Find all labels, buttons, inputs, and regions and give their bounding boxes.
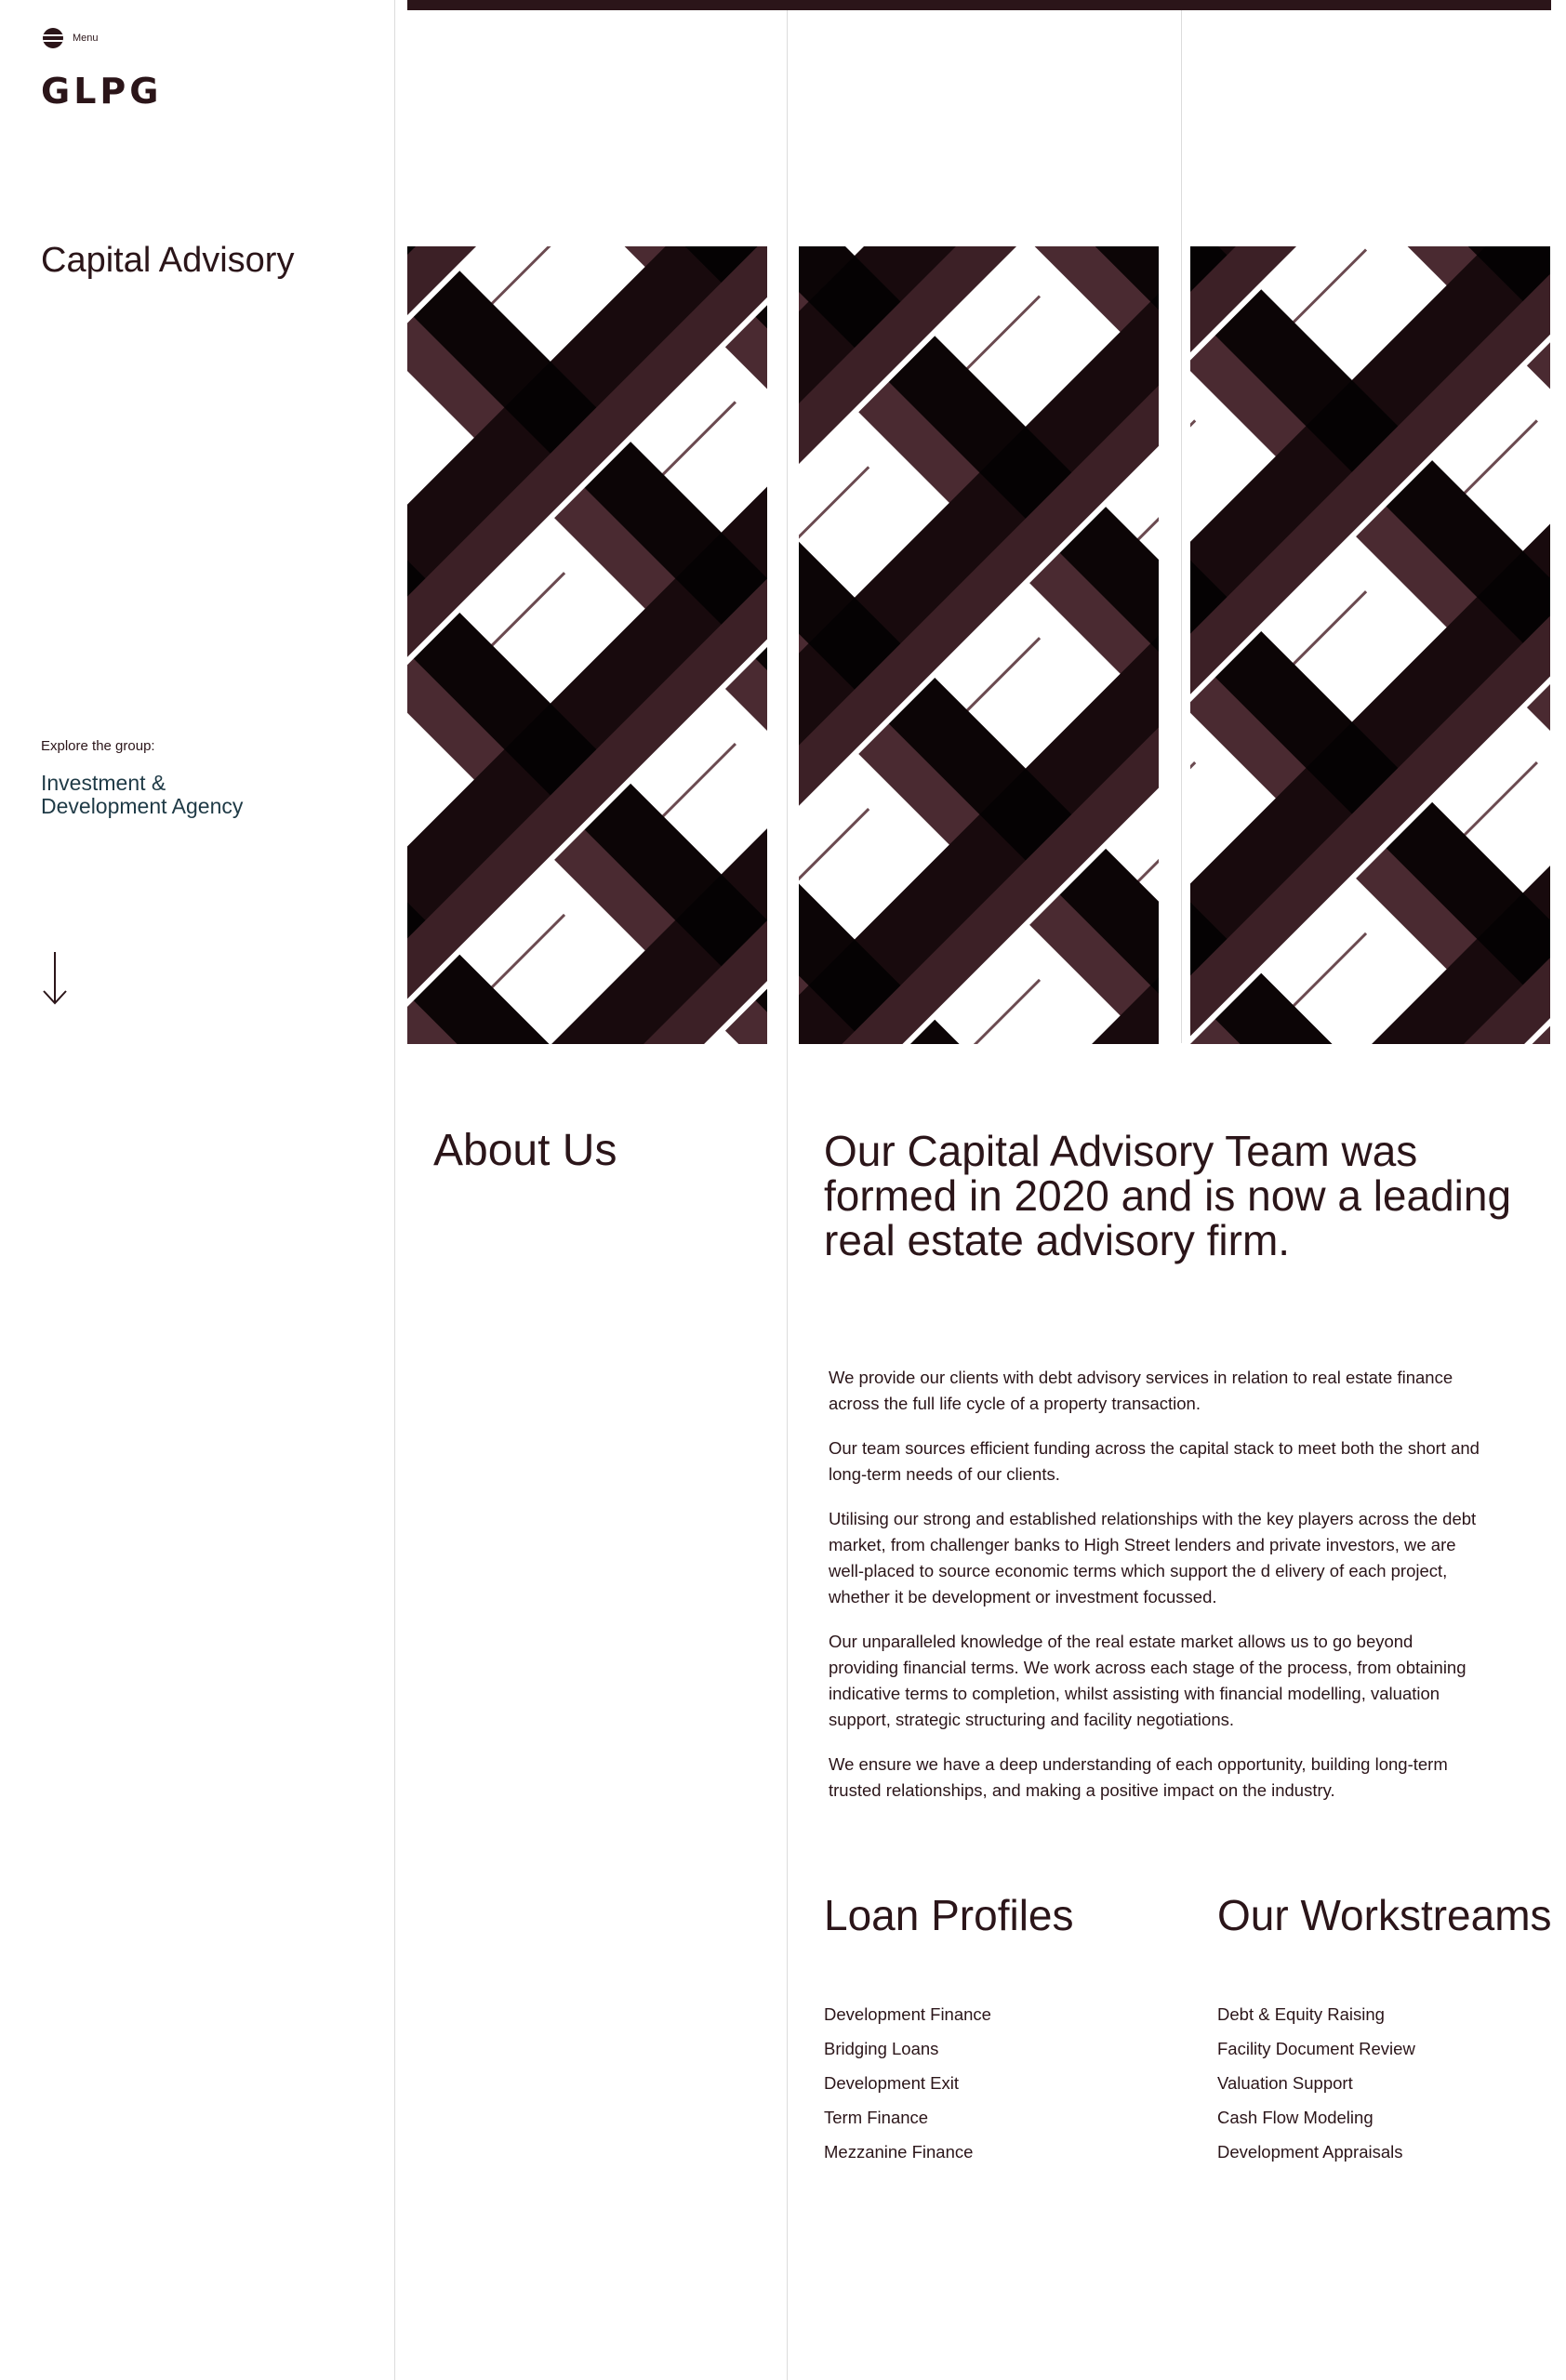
architecture-image-2 (799, 246, 1159, 1044)
list-item[interactable]: Bridging Loans (824, 2039, 939, 2058)
sidebar (0, 0, 394, 2380)
about-paragraph: Utilising our strong and established relationships with the key players across the debt market, from challenger banks to High Street lenders and private investors, we are well-placed to source economic terms which support the d elivery of each project, whether it be development or investment focussed. (829, 1509, 1477, 1606)
menu-label: Menu (73, 33, 99, 44)
workstreams-list (1217, 1997, 1552, 2169)
list-item[interactable]: Development Finance (824, 2004, 991, 2024)
logo[interactable]: GLPG (41, 71, 163, 112)
about-paragraph: Our team sources efficient funding across the capital stack to meet both the short and long-term needs of our clients. (829, 1438, 1480, 1484)
about-paragraph: We provide our clients with debt advisory services in relation to real estate finance across the full life cycle of a property transaction. (829, 1368, 1453, 1413)
explore-link-investment-development-agency[interactable]: Investment & Development Agency (41, 771, 244, 818)
loan-profiles-heading: Loan Profiles (824, 1891, 1074, 1939)
architecture-image-1 (407, 246, 767, 1044)
menu-icon (43, 28, 63, 48)
loan-profiles-list (824, 1997, 1177, 2169)
list-item[interactable]: Facility Document Review (1217, 2039, 1415, 2058)
workstreams-section (1217, 1893, 1552, 2169)
list-item[interactable]: Development Appraisals (1217, 2142, 1403, 2162)
workstreams-heading: Our Workstreams (1217, 1891, 1552, 1939)
about-heading: About Us (433, 1126, 617, 1175)
menu-button[interactable] (43, 28, 99, 48)
page-title: Capital Advisory (41, 241, 295, 280)
list-item[interactable]: Mezzanine Finance (824, 2142, 974, 2162)
list-item[interactable]: Cash Flow Modeling (1217, 2108, 1374, 2127)
about-paragraph: We ensure we have a deep understanding of each opportunity, building long-term trusted relationships, and making a positive impact on the industry. (829, 1754, 1448, 1800)
list-item[interactable]: Valuation Support (1217, 2073, 1353, 2093)
architecture-image-3 (1190, 246, 1550, 1044)
list-item[interactable]: Term Finance (824, 2108, 929, 2127)
about-body (829, 1365, 1487, 1822)
explore-label: Explore the group: (41, 738, 155, 754)
list-item[interactable]: Debt & Equity Raising (1217, 2004, 1385, 2024)
loan-profiles-section (824, 1893, 1177, 2169)
column-divider (1181, 0, 1182, 1043)
list-item[interactable]: Development Exit (824, 2073, 959, 2093)
top-accent-bar (407, 0, 1551, 10)
column-divider (394, 0, 395, 2380)
arrow-down-icon[interactable] (41, 950, 69, 1006)
about-lead: Our Capital Advisory Team was formed in 2020 and is now a leading real estate advisory firm. (824, 1127, 1512, 1264)
about-paragraph: Our unparalleled knowledge of the real estate market allows us to go beyond providing financial terms. We work across each stage of the process, from obtaining indicative terms to completion, whilst assisting with financial modelling, valuation support, strategic structuring and facility negotiations. (829, 1632, 1466, 1729)
column-divider (787, 0, 788, 2380)
